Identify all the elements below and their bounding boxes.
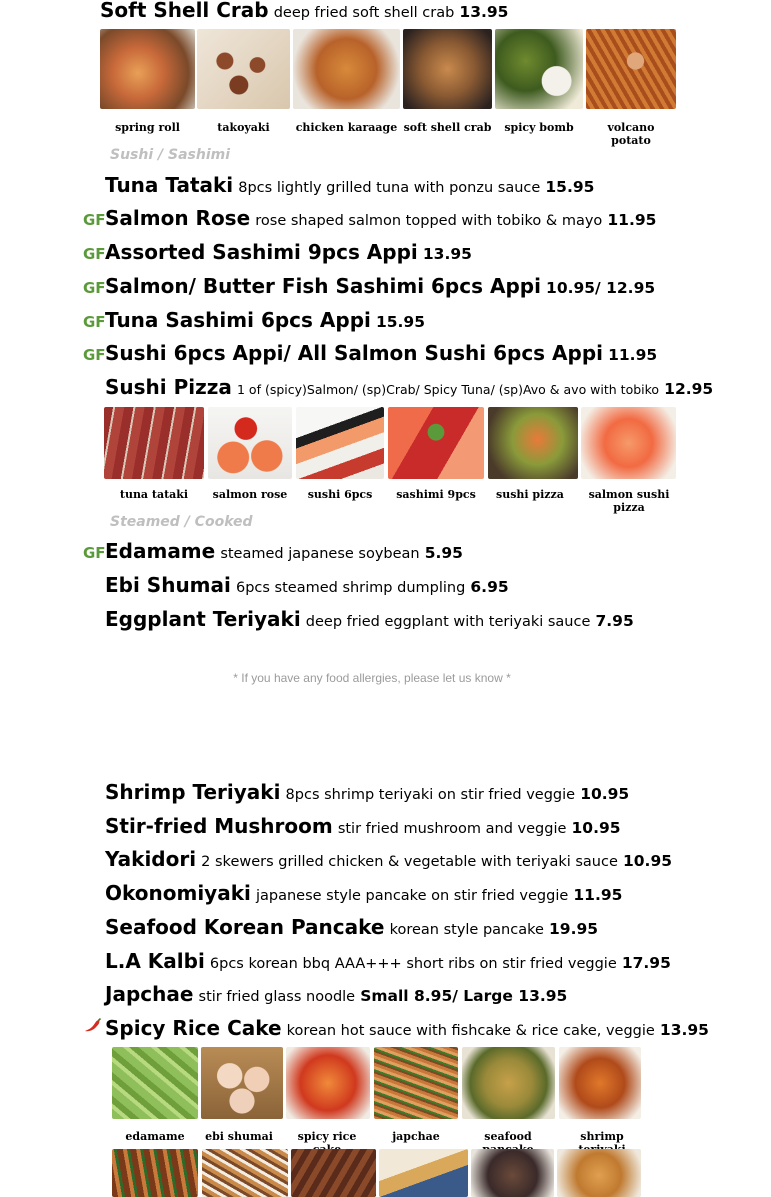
- food-photo-tuna-tataki: [104, 407, 204, 479]
- menu-item: [105, 849, 672, 870]
- food-photo-japchae: [374, 1047, 458, 1119]
- photo-caption: ebi shumai: [205, 1130, 273, 1143]
- food-photo-seafood-pancake: [462, 1047, 555, 1119]
- item-desc: stir fried mushroom and veggie: [337, 821, 567, 837]
- item-price: 15.95: [375, 313, 425, 331]
- item-desc: 6pcs steamed shrimp dumpling: [235, 580, 466, 596]
- photo-caption: takoyaki: [217, 121, 270, 134]
- item-price: 17.95: [621, 954, 671, 972]
- menu-item: [105, 951, 671, 972]
- food-photo-okonomiyaki: [202, 1149, 288, 1197]
- item-desc: korean style pancake: [389, 922, 544, 938]
- item-name: Assorted Sashimi 9pcs Appi: [105, 240, 418, 264]
- menu-item: [105, 883, 622, 904]
- menu-item: [105, 609, 634, 630]
- food-photo-takoyaki: [197, 29, 290, 109]
- menu-item: [105, 310, 425, 331]
- food-photo-spicy-bomb: [495, 29, 583, 109]
- menu-item: [105, 276, 655, 297]
- photo-caption: spicy rice: [297, 1130, 357, 1143]
- photo-caption: spicy bomb: [504, 121, 574, 134]
- item-desc: 6pcs korean bbq AAA+++ short ribs on stir fried veggie: [209, 956, 617, 972]
- item-desc: korean hot sauce with fishcake & rice cake, veggie: [286, 1023, 655, 1039]
- item-price: 7.95: [595, 612, 634, 630]
- food-photo-fried-dumpling: [557, 1149, 641, 1197]
- gluten-free-badge: GF: [83, 245, 106, 263]
- item-price: 13.95: [459, 3, 509, 21]
- item-name: Eggplant Teriyaki: [105, 607, 301, 631]
- item-desc: 2 skewers grilled chicken & vegetable with teriyaki sauce: [201, 854, 618, 870]
- menu-item: [105, 782, 629, 803]
- food-photo-la-kalbi: [291, 1149, 376, 1197]
- item-name: L.A Kalbi: [105, 949, 205, 973]
- menu-item: [105, 343, 657, 364]
- photo-caption: sushi 6pcs: [307, 488, 373, 501]
- gluten-free-badge: GF: [83, 211, 106, 229]
- chili-pepper-icon: [84, 1018, 102, 1034]
- item-name: Shrimp Teriyaki: [105, 780, 281, 804]
- item-name: Salmon Rose: [105, 206, 251, 230]
- photo-caption: seafood: [484, 1130, 532, 1143]
- menu-item-soft-shell-crab: [100, 0, 508, 21]
- menu-item: [105, 175, 594, 196]
- gluten-free-badge: GF: [83, 313, 106, 331]
- menu-item: [105, 208, 656, 229]
- food-photo-sushi-6pcs: [296, 407, 384, 479]
- food-photo-volcano-potato: [586, 29, 676, 109]
- item-desc: 1 of (spicy)Salmon/ (sp)Crab/ Spicy Tuna/ (sp)Avo & avo with tobiko: [237, 382, 660, 397]
- food-photo-spicy-rice-cake: [286, 1047, 370, 1119]
- photo-caption: salmon sushi pizza: [588, 488, 670, 514]
- item-desc: 8pcs shrimp teriyaki on stir fried veggie: [285, 787, 576, 803]
- photo-caption: soft shell crab: [403, 121, 492, 134]
- item-name: Salmon/ Butter Fish Sashimi 6pcs Appi: [105, 274, 541, 298]
- food-photo-sushi-pizza: [488, 407, 578, 479]
- photo-caption: japchae: [392, 1130, 440, 1143]
- item-price: 12.95: [664, 380, 714, 398]
- item-desc: japanese style pancake on stir fried veggie: [255, 888, 569, 904]
- photo-caption: sushi pizza: [496, 488, 564, 501]
- item-price: 11.95: [573, 886, 623, 904]
- item-desc: deep fried eggplant with teriyaki sauce: [305, 614, 591, 630]
- item-desc: rose shaped salmon topped with tobiko & mayo: [255, 213, 603, 229]
- item-name: Tuna Tataki: [105, 173, 234, 197]
- menu-item: [105, 575, 509, 596]
- menu-item: [105, 242, 472, 263]
- item-name: Edamame: [105, 539, 216, 563]
- food-photo-chicken-karaage: [293, 29, 400, 109]
- food-photo-eggplant-teriyaki: [379, 1149, 468, 1197]
- menu-item: [105, 377, 713, 398]
- item-name: Sushi Pizza: [105, 375, 232, 399]
- item-price: 13.95: [422, 245, 472, 263]
- photo-caption: sashimi 9pcs: [396, 488, 476, 501]
- food-photo-stir-fried-mushroom: [471, 1149, 554, 1197]
- menu-item: [105, 917, 598, 938]
- section-heading-sushi: Sushi / Sashimi: [110, 147, 231, 163]
- item-price: 10.95: [571, 819, 621, 837]
- food-photo-soft-shell-crab: [403, 29, 492, 109]
- gluten-free-badge: GF: [83, 279, 106, 297]
- item-price: 15.95: [545, 178, 595, 196]
- photo-caption: spring roll: [115, 121, 180, 134]
- photo-caption: volcano potato: [607, 121, 655, 147]
- item-price: 19.95: [549, 920, 599, 938]
- item-desc: deep fried soft shell crab: [273, 5, 455, 21]
- item-price: 6.95: [470, 578, 509, 596]
- item-price: 5.95: [424, 544, 463, 562]
- item-price: 11.95: [607, 211, 657, 229]
- food-photo-edamame: [112, 1047, 198, 1119]
- food-photo-sashimi-9pcs: [388, 407, 484, 479]
- item-name: Ebi Shumai: [105, 573, 231, 597]
- item-name: Yakidori: [105, 847, 197, 871]
- photo-caption: tuna tataki: [119, 488, 189, 501]
- food-photo-yakidori: [112, 1149, 198, 1197]
- food-photo-shrimp-teriyaki: [559, 1047, 641, 1119]
- photo-caption: salmon rose: [212, 488, 288, 501]
- section-heading-steamed: Steamed / Cooked: [110, 514, 253, 530]
- menu-item: [105, 984, 567, 1005]
- gluten-free-badge: GF: [83, 346, 106, 364]
- item-price: 11.95: [608, 346, 658, 364]
- item-name: Tuna Sashimi 6pcs Appi: [105, 308, 371, 332]
- item-name: Okonomiyaki: [105, 881, 251, 905]
- food-photo-salmon-sushi-pizza: [581, 407, 676, 479]
- gluten-free-badge: GF: [83, 544, 106, 562]
- item-price: 10.95/ 12.95: [546, 279, 656, 297]
- food-photo-spring-roll: [100, 29, 195, 109]
- item-desc: 8pcs lightly grilled tuna with ponzu sauce: [238, 180, 541, 196]
- item-name: Japchae: [105, 982, 194, 1006]
- item-name: Seafood Korean Pancake: [105, 915, 385, 939]
- photo-caption: chicken karaage: [295, 121, 398, 134]
- food-photo-salmon-rose: [208, 407, 292, 479]
- menu-item: [105, 816, 621, 837]
- allergy-note: * If you have any food allergies, please let us know *: [233, 671, 511, 685]
- item-price: 13.95: [659, 1021, 709, 1039]
- item-desc: stir fried glass noodle: [198, 989, 356, 1005]
- item-desc: steamed japanese soybean: [220, 546, 420, 562]
- menu-item: [105, 541, 463, 562]
- menu-item: [105, 1018, 709, 1039]
- item-name: Spicy Rice Cake: [105, 1016, 282, 1040]
- item-name: Soft Shell Crab: [100, 0, 269, 22]
- item-name: Stir-fried Mushroom: [105, 814, 333, 838]
- item-price: 10.95: [580, 785, 630, 803]
- food-photo-ebi-shumai: [201, 1047, 283, 1119]
- photo-caption: edamame: [125, 1130, 185, 1143]
- item-price: 10.95: [622, 852, 673, 870]
- item-name: Sushi 6pcs Appi/ All Salmon Sushi 6pcs Appi: [105, 341, 604, 365]
- item-price: Small 8.95/ Large 13.95: [360, 987, 568, 1005]
- photo-caption: shrimp: [580, 1130, 624, 1143]
